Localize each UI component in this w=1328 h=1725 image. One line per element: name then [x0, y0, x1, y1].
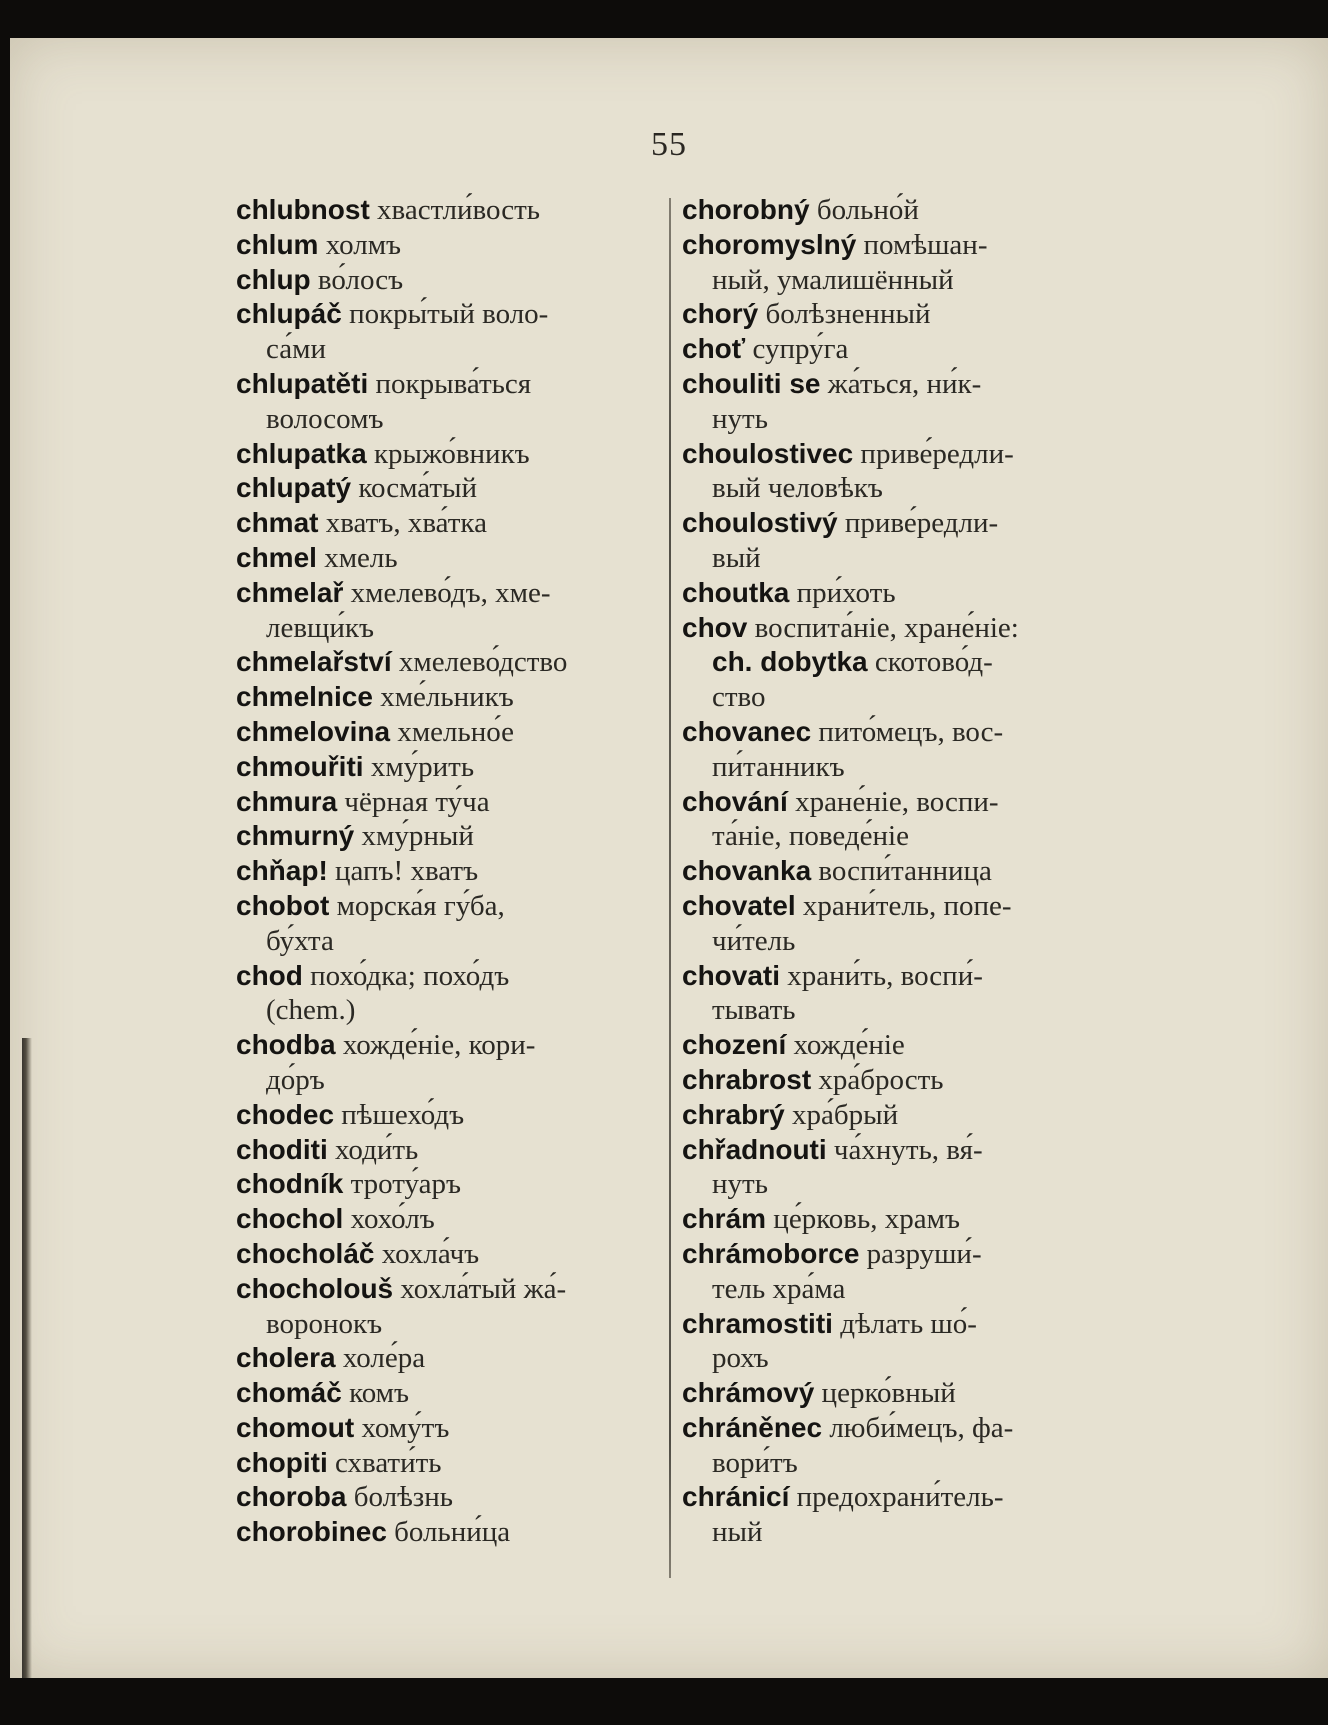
entry-first-line: [682, 1480, 1122, 1515]
translation: крыжо́вникъ: [373, 437, 530, 470]
translation-continuation: рохъ: [712, 1342, 769, 1375]
entry-first-line: [236, 1028, 664, 1063]
entry-first-line: [236, 437, 664, 472]
translation-continuation: (chem.): [266, 994, 356, 1027]
headword: chování: [682, 785, 788, 817]
headword: chopiti: [236, 1446, 328, 1478]
entry-first-line: [236, 471, 664, 506]
translation: болѣзненный: [765, 298, 931, 331]
headword: chrabrý: [682, 1098, 785, 1130]
translation-continuation: до́ръ: [266, 1063, 325, 1096]
dictionary-entry: [236, 1098, 664, 1133]
translation-continuation: вори́тъ: [712, 1446, 798, 1479]
headword: choť: [682, 333, 746, 365]
dictionary-entry: [682, 715, 1122, 785]
translation: хмель: [324, 541, 398, 574]
translation: пито́мецъ, вос-: [818, 715, 1004, 748]
entry-first-line: [236, 715, 664, 750]
entry-first-line: [682, 1411, 1122, 1446]
column-divider: [669, 198, 671, 1578]
headword: chodec: [236, 1098, 335, 1130]
dictionary-entry: [236, 506, 664, 541]
dictionary-entry: [236, 576, 664, 646]
translation: чёрная ту́ча: [344, 785, 490, 818]
translation: предохрани́тель-: [796, 1481, 1004, 1514]
headword: chmelovina: [236, 715, 391, 747]
translation: дѣлать шо́-: [840, 1307, 977, 1340]
headword: chránicí: [682, 1481, 790, 1513]
translation: церко́вный: [821, 1377, 956, 1410]
dictionary-entry: [682, 1098, 1122, 1133]
translation: покры́тый воло-: [349, 298, 549, 331]
entry-first-line: [236, 1272, 664, 1307]
left-column: [236, 193, 664, 1550]
translation: приве́редли-: [844, 507, 999, 540]
headword: choulostivec: [682, 437, 854, 469]
entry-first-line: [236, 959, 664, 994]
headword: chrabrost: [682, 1063, 812, 1095]
translation: хме́льникъ: [380, 681, 514, 714]
dictionary-entry: [682, 1307, 1122, 1377]
translation-continuation: тывать: [712, 994, 796, 1027]
dictionary-entry: [236, 1480, 664, 1515]
translation: пѣшехо́дъ: [341, 1098, 465, 1131]
entry-first-line: [236, 785, 664, 820]
headword: chouliti se: [682, 367, 821, 399]
headword: chlupatý: [236, 472, 352, 504]
entry-first-line: [682, 332, 1122, 367]
headword: chovanka: [682, 855, 812, 887]
translation-continuation: нуть: [712, 402, 768, 435]
translation: цапъ! хватъ: [335, 855, 479, 888]
entry-first-line: [236, 1202, 664, 1237]
dictionary-entry: [236, 645, 664, 680]
headword: chorobný: [682, 194, 810, 225]
dictionary-entry: [682, 785, 1122, 855]
entry-first-line: [682, 1307, 1122, 1342]
entry-first-line: [682, 1133, 1122, 1168]
entry-first-line: [682, 854, 1122, 889]
entry-first-line: [682, 785, 1122, 820]
entry-first-line: [236, 854, 664, 889]
translation-continuation: вый: [712, 541, 761, 574]
headword: chmurný: [236, 820, 355, 852]
dictionary-entry: [682, 367, 1122, 437]
dictionary-entry: [236, 263, 664, 298]
dictionary-entry: [236, 1272, 664, 1342]
dictionary-entry: [236, 959, 664, 1029]
translation: супру́га: [752, 333, 849, 366]
headword: chocholáč: [236, 1237, 375, 1269]
translation: хожде́ніе: [793, 1029, 905, 1062]
entry-first-line: [236, 1515, 664, 1550]
dictionary-entry: [236, 1133, 664, 1168]
entry-first-line: [236, 1237, 664, 1272]
translation: жа́ться, ни́к-: [827, 367, 982, 400]
dictionary-entry: [682, 297, 1122, 332]
translation-continuation: чи́тель: [712, 924, 796, 957]
translation: больни́ца: [394, 1516, 511, 1549]
translation: хватъ, хва́тка: [325, 507, 487, 540]
entry-first-line: [236, 819, 664, 854]
headword: chřadnouti: [682, 1133, 827, 1165]
entry-first-line: [682, 506, 1122, 541]
dictionary-entry: [236, 750, 664, 785]
headword: chlum: [236, 228, 319, 260]
translation: троту́аръ: [350, 1168, 462, 1201]
translation-continuation: волосомъ: [266, 402, 384, 435]
dictionary-entry: [236, 1202, 664, 1237]
headword: chmat: [236, 507, 319, 539]
headword: chobot: [236, 889, 330, 921]
dictionary-entry: [236, 367, 664, 437]
headword: chmouřiti: [236, 750, 364, 782]
translation-continuation: вый человѣкъ: [712, 472, 883, 505]
dictionary-entry: [236, 1515, 664, 1550]
translation-continuation: са́ми: [266, 333, 326, 366]
translation-continuation: ный, умалишённый: [712, 263, 954, 296]
translation-continuation: ный: [712, 1516, 763, 1549]
entry-first-line: [236, 645, 664, 680]
entry-first-line: [682, 1237, 1122, 1272]
dictionary-entry: [682, 1237, 1122, 1307]
dictionary-entry: [236, 680, 664, 715]
translation: схвати́ть: [335, 1446, 442, 1479]
translation: люби́мецъ, фа-: [829, 1411, 1014, 1444]
dictionary-entry: [682, 1202, 1122, 1237]
translation: воспита́ніе, хране́ніе:: [754, 611, 1019, 644]
headword: chrám: [682, 1203, 767, 1235]
translation: хра́брость: [818, 1063, 944, 1096]
headword: chorý: [682, 298, 759, 330]
entry-first-line: [236, 541, 664, 576]
entry-first-line: [236, 367, 664, 402]
headword: chramostiti: [682, 1307, 833, 1339]
headword: chodba: [236, 1029, 336, 1061]
translation: хмельно́е: [397, 715, 514, 748]
translation: воспи́танница: [818, 855, 992, 888]
translation: во́лосъ: [317, 263, 404, 296]
translation: хму́рный: [361, 820, 474, 853]
entry-first-line: [682, 715, 1122, 750]
headword: cholera: [236, 1342, 336, 1374]
headword: chomáč: [236, 1377, 342, 1409]
dictionary-entry: [682, 1063, 1122, 1098]
translation: ходи́ть: [335, 1133, 419, 1166]
headword: chod: [236, 959, 303, 991]
headword: chodník: [236, 1168, 344, 1200]
entry-first-line: [236, 1411, 664, 1446]
dictionary-entry: [236, 1028, 664, 1098]
headword: choulostivý: [682, 507, 838, 539]
headword: chovati: [682, 959, 781, 991]
headword: chňap!: [236, 855, 328, 887]
headword: chlubnost: [236, 194, 370, 225]
dictionary-entry: [682, 576, 1122, 611]
translation: храни́ть, воспи́-: [787, 959, 983, 992]
page-number: 55: [651, 126, 687, 163]
dictionary-entry: [236, 1237, 664, 1272]
headword: chmelař: [236, 576, 344, 608]
entry-first-line: [236, 889, 664, 924]
entry-first-line: [236, 193, 664, 228]
dictionary-entry: [682, 645, 1122, 715]
translation: холе́ра: [342, 1342, 426, 1375]
dictionary-entry: [682, 889, 1122, 959]
headword: chození: [682, 1029, 787, 1061]
dictionary-entry: [236, 193, 664, 228]
dictionary-entry: [236, 437, 664, 472]
entry-first-line: [236, 297, 664, 332]
entry-first-line: [236, 1376, 664, 1411]
translation: покрыва́ться: [375, 367, 532, 400]
translation: больно́й: [816, 194, 919, 226]
headword: chochol: [236, 1203, 344, 1235]
entry-first-line: [682, 1028, 1122, 1063]
headword: chmelnice: [236, 681, 373, 713]
headword: chlupatěti: [236, 367, 369, 399]
headword: chmura: [236, 785, 338, 817]
dictionary-entry: [236, 785, 664, 820]
dictionary-entry: [236, 541, 664, 576]
translation: холмъ: [325, 228, 402, 261]
dictionary-entry: [682, 959, 1122, 1029]
translation-continuation: та́ніе, поведе́ніе: [712, 820, 909, 853]
entry-first-line: [682, 611, 1122, 646]
dictionary-entry: [236, 819, 664, 854]
entry-first-line: [236, 506, 664, 541]
entry-first-line: [682, 1202, 1122, 1237]
dictionary-page: [10, 38, 1328, 1678]
entry-first-line: [236, 228, 664, 263]
translation: хохла́чъ: [381, 1237, 480, 1270]
dictionary-entry: [236, 889, 664, 959]
translation: хвастли́вость: [377, 194, 540, 226]
headword: chomout: [236, 1411, 355, 1443]
translation: приве́редли-: [860, 437, 1014, 470]
dictionary-entry: [236, 1411, 664, 1446]
entry-first-line: [682, 645, 1122, 680]
dictionary-entry: [682, 506, 1122, 576]
translation-continuation: воронокъ: [266, 1307, 383, 1340]
headword: chráněnec: [682, 1411, 823, 1443]
translation: хму́рить: [370, 750, 475, 783]
headword: choromyslný: [682, 228, 857, 260]
entry-first-line: [682, 1063, 1122, 1098]
dictionary-entry: [682, 332, 1122, 367]
entry-first-line: [682, 367, 1122, 402]
entry-first-line: [236, 1133, 664, 1168]
headword: chorobinec: [236, 1516, 387, 1548]
translation: болѣзнь: [353, 1481, 454, 1514]
translation: хому́тъ: [361, 1411, 450, 1444]
headword: chmelařství: [236, 646, 392, 678]
headword: chovatel: [682, 889, 796, 921]
dictionary-entry: [236, 1376, 664, 1411]
dictionary-entry: [682, 193, 1122, 228]
entry-first-line: [236, 680, 664, 715]
translation-continuation: пи́танникъ: [712, 750, 845, 783]
entry-first-line: [682, 576, 1122, 611]
dictionary-entry: [682, 1376, 1122, 1411]
entry-first-line: [236, 263, 664, 298]
translation-continuation: бу́хта: [266, 924, 334, 957]
translation: разруши́-: [866, 1237, 982, 1270]
headword: chocholouš: [236, 1272, 394, 1304]
translation-continuation: ство: [712, 681, 766, 714]
headword: choroba: [236, 1481, 347, 1513]
translation: хохо́лъ: [350, 1203, 435, 1236]
right-column: [682, 193, 1122, 1550]
dictionary-entry: [236, 1446, 664, 1481]
entry-first-line: [682, 1376, 1122, 1411]
dictionary-entry: [682, 437, 1122, 507]
dictionary-entry: [682, 1133, 1122, 1203]
translation: скотово́д-: [874, 646, 993, 679]
dictionary-entry: [236, 854, 664, 889]
headword: ch. dobytka: [712, 646, 868, 678]
entry-first-line: [682, 959, 1122, 994]
headword: chmel: [236, 541, 317, 573]
dictionary-entry: [236, 1167, 664, 1202]
translation: храни́тель, попе-: [802, 889, 1012, 922]
entry-first-line: [682, 1098, 1122, 1133]
translation: ча́хнуть, вя́-: [833, 1133, 983, 1166]
translation: помѣшан-: [863, 228, 988, 261]
translation: хмелево́дъ, хме-: [350, 576, 551, 609]
translation-continuation: левщи́къ: [266, 611, 374, 644]
entry-first-line: [236, 1480, 664, 1515]
translation: морска́я гу́ба,: [336, 889, 505, 922]
dictionary-entry: [682, 611, 1122, 646]
dictionary-entry: [236, 1341, 664, 1376]
translation: хохла́тый жа́-: [400, 1272, 567, 1305]
headword: chlup: [236, 263, 311, 295]
translation-continuation: нуть: [712, 1168, 768, 1201]
entry-first-line: [682, 437, 1122, 472]
entry-first-line: [236, 1446, 664, 1481]
translation: хожде́ніе, кори-: [342, 1029, 536, 1062]
translation: похо́дка; похо́дъ: [310, 959, 510, 992]
translation: це́рковь, храмъ: [773, 1203, 960, 1236]
translation: комъ: [349, 1377, 409, 1410]
translation: хране́ніе, воспи-: [795, 785, 999, 818]
entry-first-line: [682, 228, 1122, 263]
dictionary-entry: [236, 228, 664, 263]
entry-first-line: [236, 750, 664, 785]
dictionary-entry: [682, 228, 1122, 298]
dictionary-entry: [236, 471, 664, 506]
dictionary-entry: [236, 297, 664, 367]
translation: при́хоть: [796, 576, 896, 609]
page-edge-shadow: [22, 1038, 32, 1678]
translation-continuation: тель хра́ма: [712, 1272, 846, 1305]
entry-first-line: [682, 889, 1122, 924]
headword: choditi: [236, 1133, 328, 1165]
headword: chlupatka: [236, 437, 367, 469]
entry-first-line: [236, 1098, 664, 1133]
headword: chlupáč: [236, 298, 342, 330]
entry-first-line: [236, 1167, 664, 1202]
headword: chovanec: [682, 715, 812, 747]
entry-first-line: [682, 297, 1122, 332]
headword: chrámoborce: [682, 1237, 860, 1269]
headword: choutka: [682, 576, 790, 608]
translation: косма́тый: [358, 472, 478, 505]
dictionary-entry: [236, 715, 664, 750]
dictionary-entry: [682, 1028, 1122, 1063]
dictionary-entry: [682, 1480, 1122, 1550]
entry-first-line: [236, 1341, 664, 1376]
headword: chrámový: [682, 1377, 815, 1409]
dictionary-entry: [682, 854, 1122, 889]
entry-first-line: [682, 193, 1122, 228]
translation: хра́брый: [791, 1098, 899, 1131]
dictionary-entry: [682, 1411, 1122, 1481]
entry-first-line: [236, 576, 664, 611]
translation: хмелево́дство: [398, 646, 568, 679]
headword: chov: [682, 611, 748, 643]
